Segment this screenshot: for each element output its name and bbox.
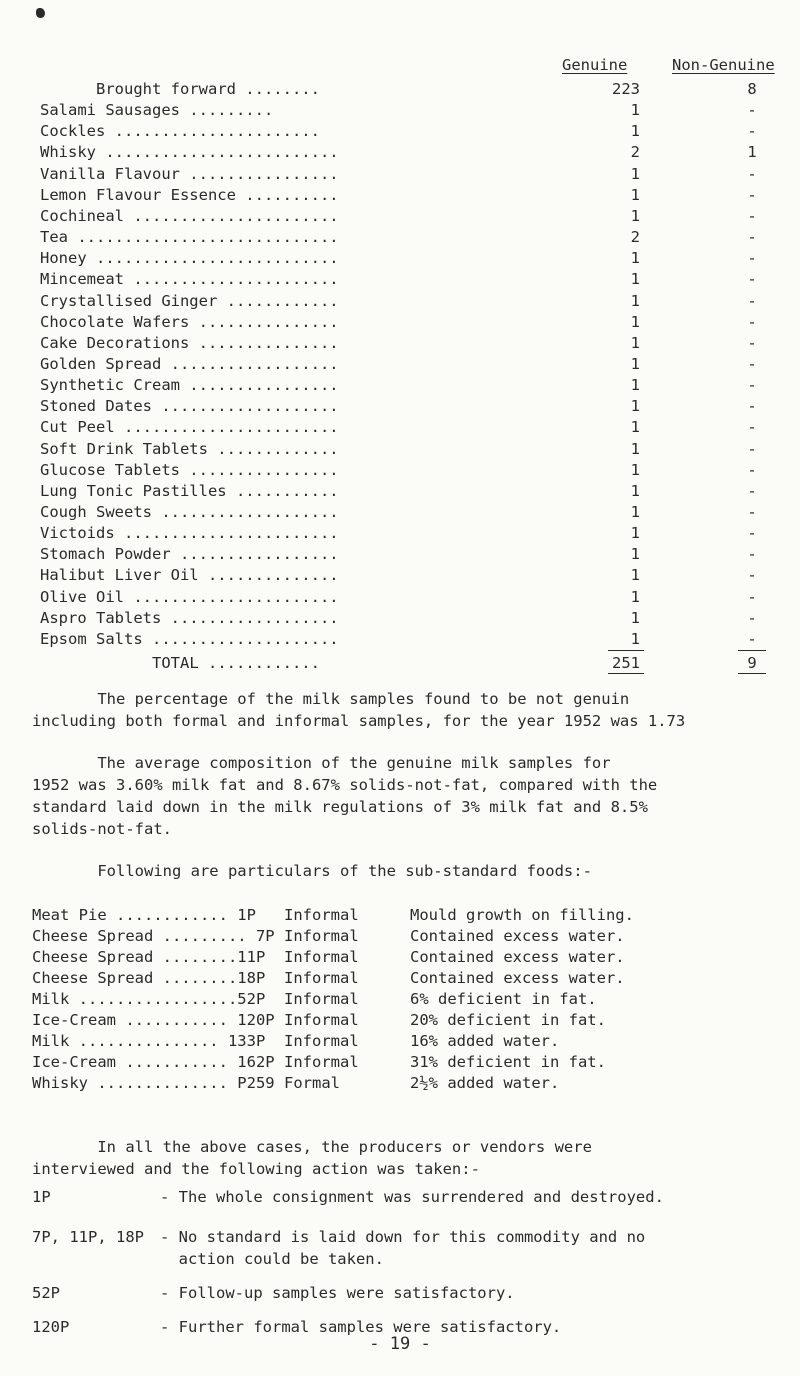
sample-genuine-count: 1 — [630, 503, 640, 521]
sample-result: 20% deficient in fat. — [410, 1011, 606, 1029]
sample-row — [0, 186, 800, 207]
subtotal-rule — [608, 650, 644, 651]
substandard-item: Cheese Spread ........18P — [32, 969, 266, 987]
substandard-row — [32, 927, 792, 948]
sample-non-genuine-count: - — [747, 101, 757, 120]
scan-mark — [36, 8, 45, 18]
sample-row — [0, 355, 800, 376]
sample-genuine-count: 1 — [630, 122, 640, 141]
substandard-row — [32, 1011, 792, 1032]
sample-row — [0, 143, 800, 164]
sample-row — [0, 418, 800, 439]
sample-non-genuine-count: - — [747, 312, 757, 331]
sample-row — [0, 524, 800, 545]
sample-name: Synthetic Cream ................ — [40, 376, 339, 395]
sample-result: Contained excess water. — [410, 927, 625, 945]
sample-row — [0, 376, 800, 397]
sample-non-genuine-count: 8 — [747, 80, 757, 98]
sample-row — [0, 165, 800, 186]
sample-name: Salami Sausages ......... — [40, 101, 274, 120]
sample-result: 2½% added water. — [410, 1074, 560, 1092]
sample-name: Soft Drink Tablets ............. — [40, 439, 339, 458]
sample-row — [0, 545, 800, 566]
sample-row — [0, 440, 800, 461]
sample-name: Lemon Flavour Essence .......... — [40, 185, 339, 204]
sample-genuine-count: 1 — [630, 376, 640, 395]
sample-name: Halibut Liver Oil .............. — [40, 566, 339, 585]
sample-row — [0, 566, 800, 587]
action-sample-codes: 120P — [32, 1318, 70, 1336]
sample-non-genuine-count: - — [747, 185, 757, 204]
sample-name: Crystallised Ginger ............ — [40, 291, 339, 310]
sample-row — [0, 270, 800, 291]
sample-name: Brought forward ........ — [96, 80, 320, 98]
sample-result: Contained excess water. — [410, 969, 625, 987]
sample-type: Informal — [284, 1032, 359, 1050]
sample-genuine-count: 1 — [630, 481, 640, 500]
substandard-item: Ice-Cream ........... 120P — [32, 1011, 275, 1029]
sample-result: 6% deficient in fat. — [410, 990, 597, 1008]
sample-non-genuine-count: - — [747, 460, 757, 479]
sample-genuine-count: 1 — [630, 312, 640, 331]
sample-genuine-count: 1 — [630, 333, 640, 352]
sample-name: Honey .......................... — [40, 249, 339, 268]
sample-non-genuine-count: - — [747, 206, 757, 225]
sample-row — [0, 101, 800, 122]
total-non-genuine: 9 — [747, 654, 757, 673]
substandard-row — [32, 969, 792, 990]
sample-genuine-count: 1 — [630, 566, 640, 585]
genuine-header: Genuine — [562, 56, 628, 74]
sample-genuine-count: 1 — [630, 206, 640, 225]
sample-name: Aspro Tablets .................. — [40, 608, 339, 627]
sample-name: Lung Tonic Pastilles ........... — [40, 481, 339, 500]
sample-genuine-count: 1 — [630, 587, 640, 606]
sample-genuine-count: 1 — [630, 354, 640, 373]
sample-non-genuine-count: - — [747, 587, 757, 606]
milk-percentage-paragraph: The percentage of the milk samples found to be not genuin including both formal and informal samples, for the year 1952 was 1.73 — [32, 690, 686, 730]
substandard-row — [32, 990, 792, 1011]
action-description: - Follow-up samples were satisfactory. — [160, 1284, 515, 1302]
sample-result: Contained excess water. — [410, 948, 625, 966]
sample-name: Cockles ...................... — [40, 122, 320, 141]
sample-genuine-count: 1 — [630, 439, 640, 458]
sample-non-genuine-count: - — [747, 503, 757, 521]
sample-non-genuine-count: - — [747, 608, 757, 627]
sample-row — [0, 397, 800, 418]
substandard-row — [32, 906, 792, 927]
sample-row — [0, 313, 800, 334]
substandard-row — [32, 948, 792, 969]
substandard-row — [32, 1074, 792, 1095]
sample-type: Informal — [284, 990, 359, 1008]
sample-row — [0, 588, 800, 609]
sample-non-genuine-count: - — [747, 397, 757, 416]
subtotal-rule — [738, 650, 766, 651]
sample-genuine-count: 1 — [630, 629, 640, 648]
sample-non-genuine-count: - — [747, 629, 757, 648]
action-sample-codes: 52P — [32, 1284, 60, 1302]
sample-row — [0, 122, 800, 143]
sample-row — [0, 503, 800, 524]
sample-genuine-count: 1 — [630, 249, 640, 268]
action-description: - No standard is laid down for this commodity and no action could be taken. — [160, 1228, 646, 1268]
substandard-item: Cheese Spread ........11P — [32, 948, 266, 966]
substandard-row — [32, 1032, 792, 1053]
action-intro-paragraph: In all the above cases, the producers or vendors were interviewed and the following action was taken:- — [32, 1138, 592, 1178]
sample-row — [0, 461, 800, 482]
sample-type: Informal — [284, 906, 359, 924]
sample-name: Cake Decorations ............... — [40, 333, 339, 352]
sample-row — [0, 80, 800, 101]
sample-row — [0, 630, 800, 651]
sample-name: Cochineal ...................... — [40, 206, 339, 225]
sample-non-genuine-count: - — [747, 566, 757, 585]
sample-name: Glucose Tablets ................ — [40, 460, 339, 479]
sample-non-genuine-count: - — [747, 418, 757, 437]
sample-row — [0, 207, 800, 228]
sample-genuine-count: 1 — [630, 164, 640, 183]
sample-name: Golden Spread .................. — [40, 354, 339, 373]
sample-non-genuine-count: - — [747, 545, 757, 564]
sample-genuine-count: 1 — [630, 524, 640, 543]
sample-name: Tea ............................ — [40, 228, 339, 247]
sample-row — [0, 292, 800, 313]
sample-non-genuine-count: - — [747, 291, 757, 310]
action-sample-codes: 1P — [32, 1188, 51, 1206]
sample-genuine-count: 1 — [630, 460, 640, 479]
sample-type: Informal — [284, 927, 359, 945]
substandard-item: Cheese Spread ......... 7P — [32, 927, 275, 945]
sample-name: Vanilla Flavour ................ — [40, 164, 339, 183]
total-genuine: 251 — [612, 654, 640, 673]
sample-result: 16% added water. — [410, 1032, 560, 1050]
sample-name: Chocolate Wafers ............... — [40, 312, 339, 331]
action-sample-codes: 7P, 11P, 18P — [32, 1228, 144, 1246]
action-description: - Further formal samples were satisfactory. — [160, 1318, 562, 1336]
sample-result: 31% deficient in fat. — [410, 1053, 606, 1071]
sample-genuine-count: 223 — [612, 80, 640, 98]
substandard-item: Ice-Cream ........... 162P — [32, 1053, 275, 1071]
sample-name: Stoned Dates ................... — [40, 397, 339, 416]
sample-row — [0, 228, 800, 249]
sample-non-genuine-count: - — [747, 524, 757, 543]
sample-name: Cut Peel ....................... — [40, 418, 339, 437]
sample-genuine-count: 1 — [630, 545, 640, 564]
substandard-intro: Following are particulars of the sub-standard foods:- — [32, 862, 592, 880]
sample-genuine-count: 1 — [630, 270, 640, 289]
sample-name: Victoids ....................... — [40, 524, 339, 543]
total-row — [0, 654, 800, 675]
non-genuine-header: Non-Genuine — [672, 56, 775, 74]
sample-genuine-count: 2 — [630, 143, 640, 162]
sample-name: Stomach Powder ................. — [40, 545, 339, 564]
sample-type: Informal — [284, 948, 359, 966]
sample-genuine-count: 1 — [630, 291, 640, 310]
sample-genuine-count: 1 — [630, 397, 640, 416]
action-description: - The whole consignment was surrendered and destroyed. — [160, 1188, 664, 1206]
sample-name: Whisky ......................... — [40, 143, 339, 162]
sample-non-genuine-count: - — [747, 376, 757, 395]
sample-name: Olive Oil ...................... — [40, 587, 339, 606]
sample-type: Formal — [284, 1074, 340, 1092]
sample-non-genuine-count: - — [747, 122, 757, 141]
substandard-row — [32, 1053, 792, 1074]
substandard-item: Meat Pie ............ 1P — [32, 906, 256, 924]
sample-genuine-count: 1 — [630, 185, 640, 204]
substandard-item: Milk ............... 133P — [32, 1032, 266, 1050]
page-number: - 19 - — [369, 1334, 431, 1354]
sample-row — [0, 334, 800, 355]
milk-composition-paragraph: The average composition of the genuine milk samples for 1952 was 3.60% milk fat and 8.67% solids-not-fat, compared with the standard laid down in the milk regulations of 3% milk fat and 8.5% solids-not-fat. — [32, 754, 658, 838]
sample-genuine-count: 1 — [630, 101, 640, 120]
sample-type: Informal — [284, 1011, 359, 1029]
sample-non-genuine-count: - — [747, 333, 757, 352]
sample-non-genuine-count: - — [747, 439, 757, 458]
substandard-item: Milk .................52P — [32, 990, 266, 1008]
sample-name: Epsom Salts .................... — [40, 629, 339, 648]
sample-name: Mincemeat ...................... — [40, 270, 339, 289]
sample-non-genuine-count: - — [747, 228, 757, 247]
sample-non-genuine-count: - — [747, 249, 757, 268]
sample-type: Informal — [284, 969, 359, 987]
sample-non-genuine-count: 1 — [747, 143, 757, 162]
sample-row — [0, 609, 800, 630]
sample-non-genuine-count: - — [747, 481, 757, 500]
sample-type: Informal — [284, 1053, 359, 1071]
total-label: TOTAL ............ — [152, 654, 320, 673]
substandard-item: Whisky .............. P259 — [32, 1074, 275, 1092]
sample-non-genuine-count: - — [747, 164, 757, 183]
sample-row — [0, 482, 800, 503]
sample-non-genuine-count: - — [747, 354, 757, 373]
sample-genuine-count: 1 — [630, 608, 640, 627]
sample-result: Mould growth on filling. — [410, 906, 634, 924]
sample-name: Cough Sweets ................... — [40, 503, 339, 521]
sample-genuine-count: 1 — [630, 418, 640, 437]
sample-non-genuine-count: - — [747, 270, 757, 289]
sample-genuine-count: 2 — [630, 228, 640, 247]
sample-row — [0, 249, 800, 270]
